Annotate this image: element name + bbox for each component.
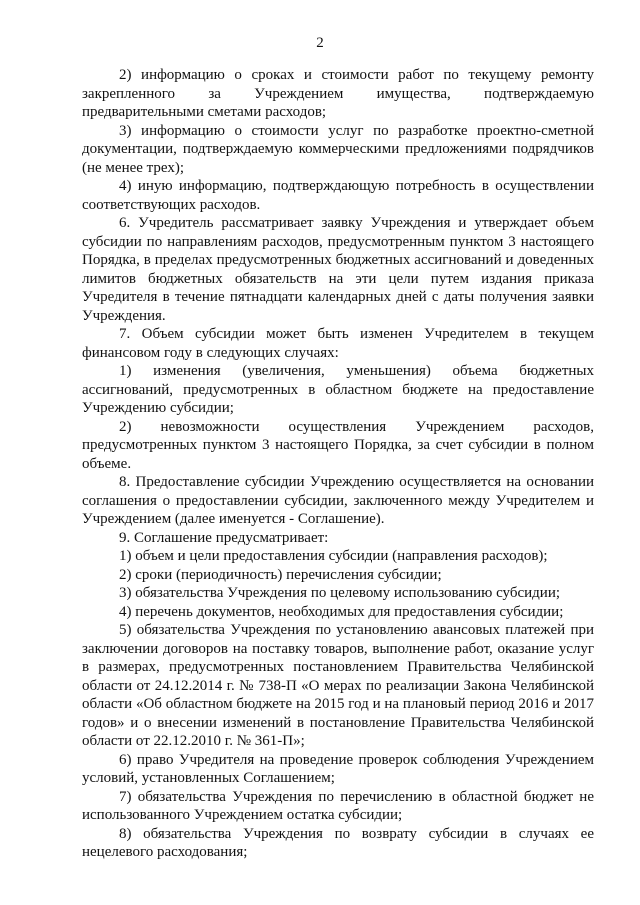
paragraph: 9. Соглашение предусматривает: <box>119 529 329 546</box>
paragraph: 2) сроки (периодичность) перечисления субсидии; <box>119 566 442 583</box>
paragraph: 3) обязательства Учреждения по целевому использованию субсидии; <box>119 585 561 601</box>
paragraph: 7) обязательства Учреждения по перечислению в областной бюджет не использованного Учреждением остатка субсидии; <box>82 788 594 823</box>
paragraph: 8) обязательства Учреждения по возврату субсидии в случаях ее нецелевого расходования; <box>82 825 594 860</box>
paragraph: 2) невозможности осуществления Учреждением расходов, предусмотренных пунктом 3 настоящего Порядка, за счет субсидии в полном объеме. <box>82 418 594 472</box>
paragraph: 4) иную информацию, подтверждающую потребность в осуществлении соответствующих расходов. <box>82 178 594 213</box>
document-body <box>82 66 594 862</box>
page-number: 2 <box>316 35 324 51</box>
paragraph: 6) право Учредителя на проведение проверок соблюдения Учреждением условий, установленных Соглашением; <box>82 751 594 786</box>
paragraph: 4) перечень документов, необходимых для предоставления субсидии; <box>119 603 564 620</box>
paragraph: 2) информацию о сроках и стоимости работ по текущему ремонту закрепленного за Учреждением имущества, подтверждаемую предварительными сметами расходов; <box>82 67 594 120</box>
paragraph: 1) объем и цели предоставления субсидии (направления расходов); <box>119 548 548 564</box>
paragraph: 1) изменения (увеличения, уменьшения) объема бюджетных ассигнований, предусмотренных в областном бюджете на предоставление Учреждению субсидии; <box>82 363 594 416</box>
paragraph: 7. Объем субсидии может быть изменен Учредителем в текущем финансовом году в следующих случаях: <box>82 326 594 361</box>
paragraph: 5) обязательства Учреждения по установлению авансовых платежей при заключении договоров на поставку товаров, выполнение работ, оказание услуг в размерах, предусмотренных постановлением Правительства Челябинской области от 24.12.2014 г. № 738-П «О мерах по реализации Закона Челябинской области «Об областном бюджете на 2015 год и на плановый период 2016 и 2017 годов» и о внесении изменений в постановление Правительства Челябинской области от 22.12.2010 г. № 361-П»; <box>82 622 594 749</box>
paragraph: 6. Учредитель рассматривает заявку Учреждения и утверждает объем субсидии по направлениям расходов, предусмотренным пунктом 3 настоящего Порядка, в пределах предусмотренных бюджетных ассигнований и доведенных лимитов бюджетных обязательств на эти цели путем издания приказа Учредителя в течение пятнадцати календарных дней с даты получения заявки Учреждения. <box>82 215 594 324</box>
paragraph: 3) информацию о стоимости услуг по разработке проектно-сметной документации, подтверждаемую коммерческими предложениями подрядчиков (не менее трех); <box>82 122 594 176</box>
paragraph: 8. Предоставление субсидии Учреждению осуществляется на основании соглашения о предоставлении субсидии, заключенного между Учредителем и Учреждением (далее именуется - Соглашение). <box>82 474 594 527</box>
